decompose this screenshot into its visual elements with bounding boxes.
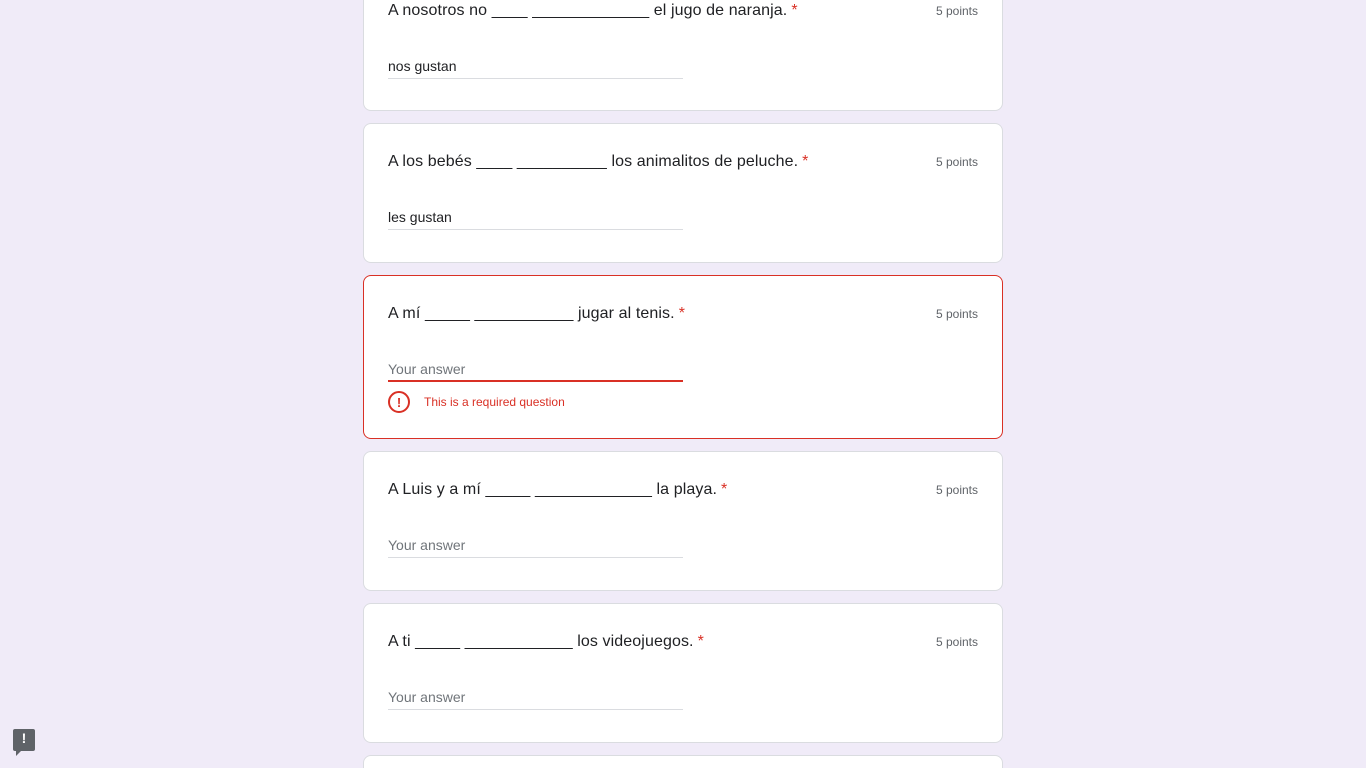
question-text: A los bebés ____ __________ los animalitos de peluche. (388, 153, 799, 170)
question-text: A nosotros no ____ _____________ el jugo de naranja. (388, 2, 788, 19)
error-message (388, 390, 565, 414)
answer-input[interactable]: les gustan (388, 206, 683, 230)
question-card-error (363, 275, 1003, 439)
points-label: 5 points (935, 307, 978, 321)
points-label: 5 points (935, 635, 978, 649)
question-card-next (363, 755, 1003, 768)
question-card (363, 0, 1003, 111)
question-title (388, 478, 727, 502)
question-card (363, 123, 1003, 263)
answer-input[interactable]: nos gustan (388, 55, 683, 79)
question-card (363, 603, 1003, 743)
question-title (388, 302, 685, 326)
question-text: A Luis y a mí _____ _____________ la playa. (388, 481, 717, 498)
required-asterisk: * (678, 305, 686, 322)
answer-input[interactable]: Your answer (388, 358, 683, 382)
answer-input[interactable]: Your answer (388, 686, 683, 710)
question-title (388, 0, 798, 23)
question-text: A mí _____ ___________ jugar al tenis. (388, 305, 675, 322)
question-header (388, 0, 978, 23)
question-header (388, 302, 978, 326)
question-title (388, 150, 808, 174)
error-text: This is a required question (424, 395, 565, 409)
required-asterisk: * (802, 153, 809, 170)
report-feedback-icon[interactable]: ! (13, 729, 35, 751)
required-asterisk: * (721, 481, 728, 498)
question-title (388, 630, 704, 654)
points-label: 5 points (935, 4, 978, 18)
required-asterisk: * (791, 2, 798, 19)
required-asterisk: * (697, 633, 704, 650)
error-icon: ! (388, 391, 410, 413)
question-header (388, 150, 978, 174)
points-label: 5 points (935, 483, 978, 497)
question-header (388, 630, 978, 654)
question-header (388, 478, 978, 502)
points-label: 5 points (935, 155, 978, 169)
question-text: A ti _____ ____________ los videojuegos. (388, 633, 694, 650)
question-card (363, 451, 1003, 591)
answer-input[interactable]: Your answer (388, 534, 683, 558)
